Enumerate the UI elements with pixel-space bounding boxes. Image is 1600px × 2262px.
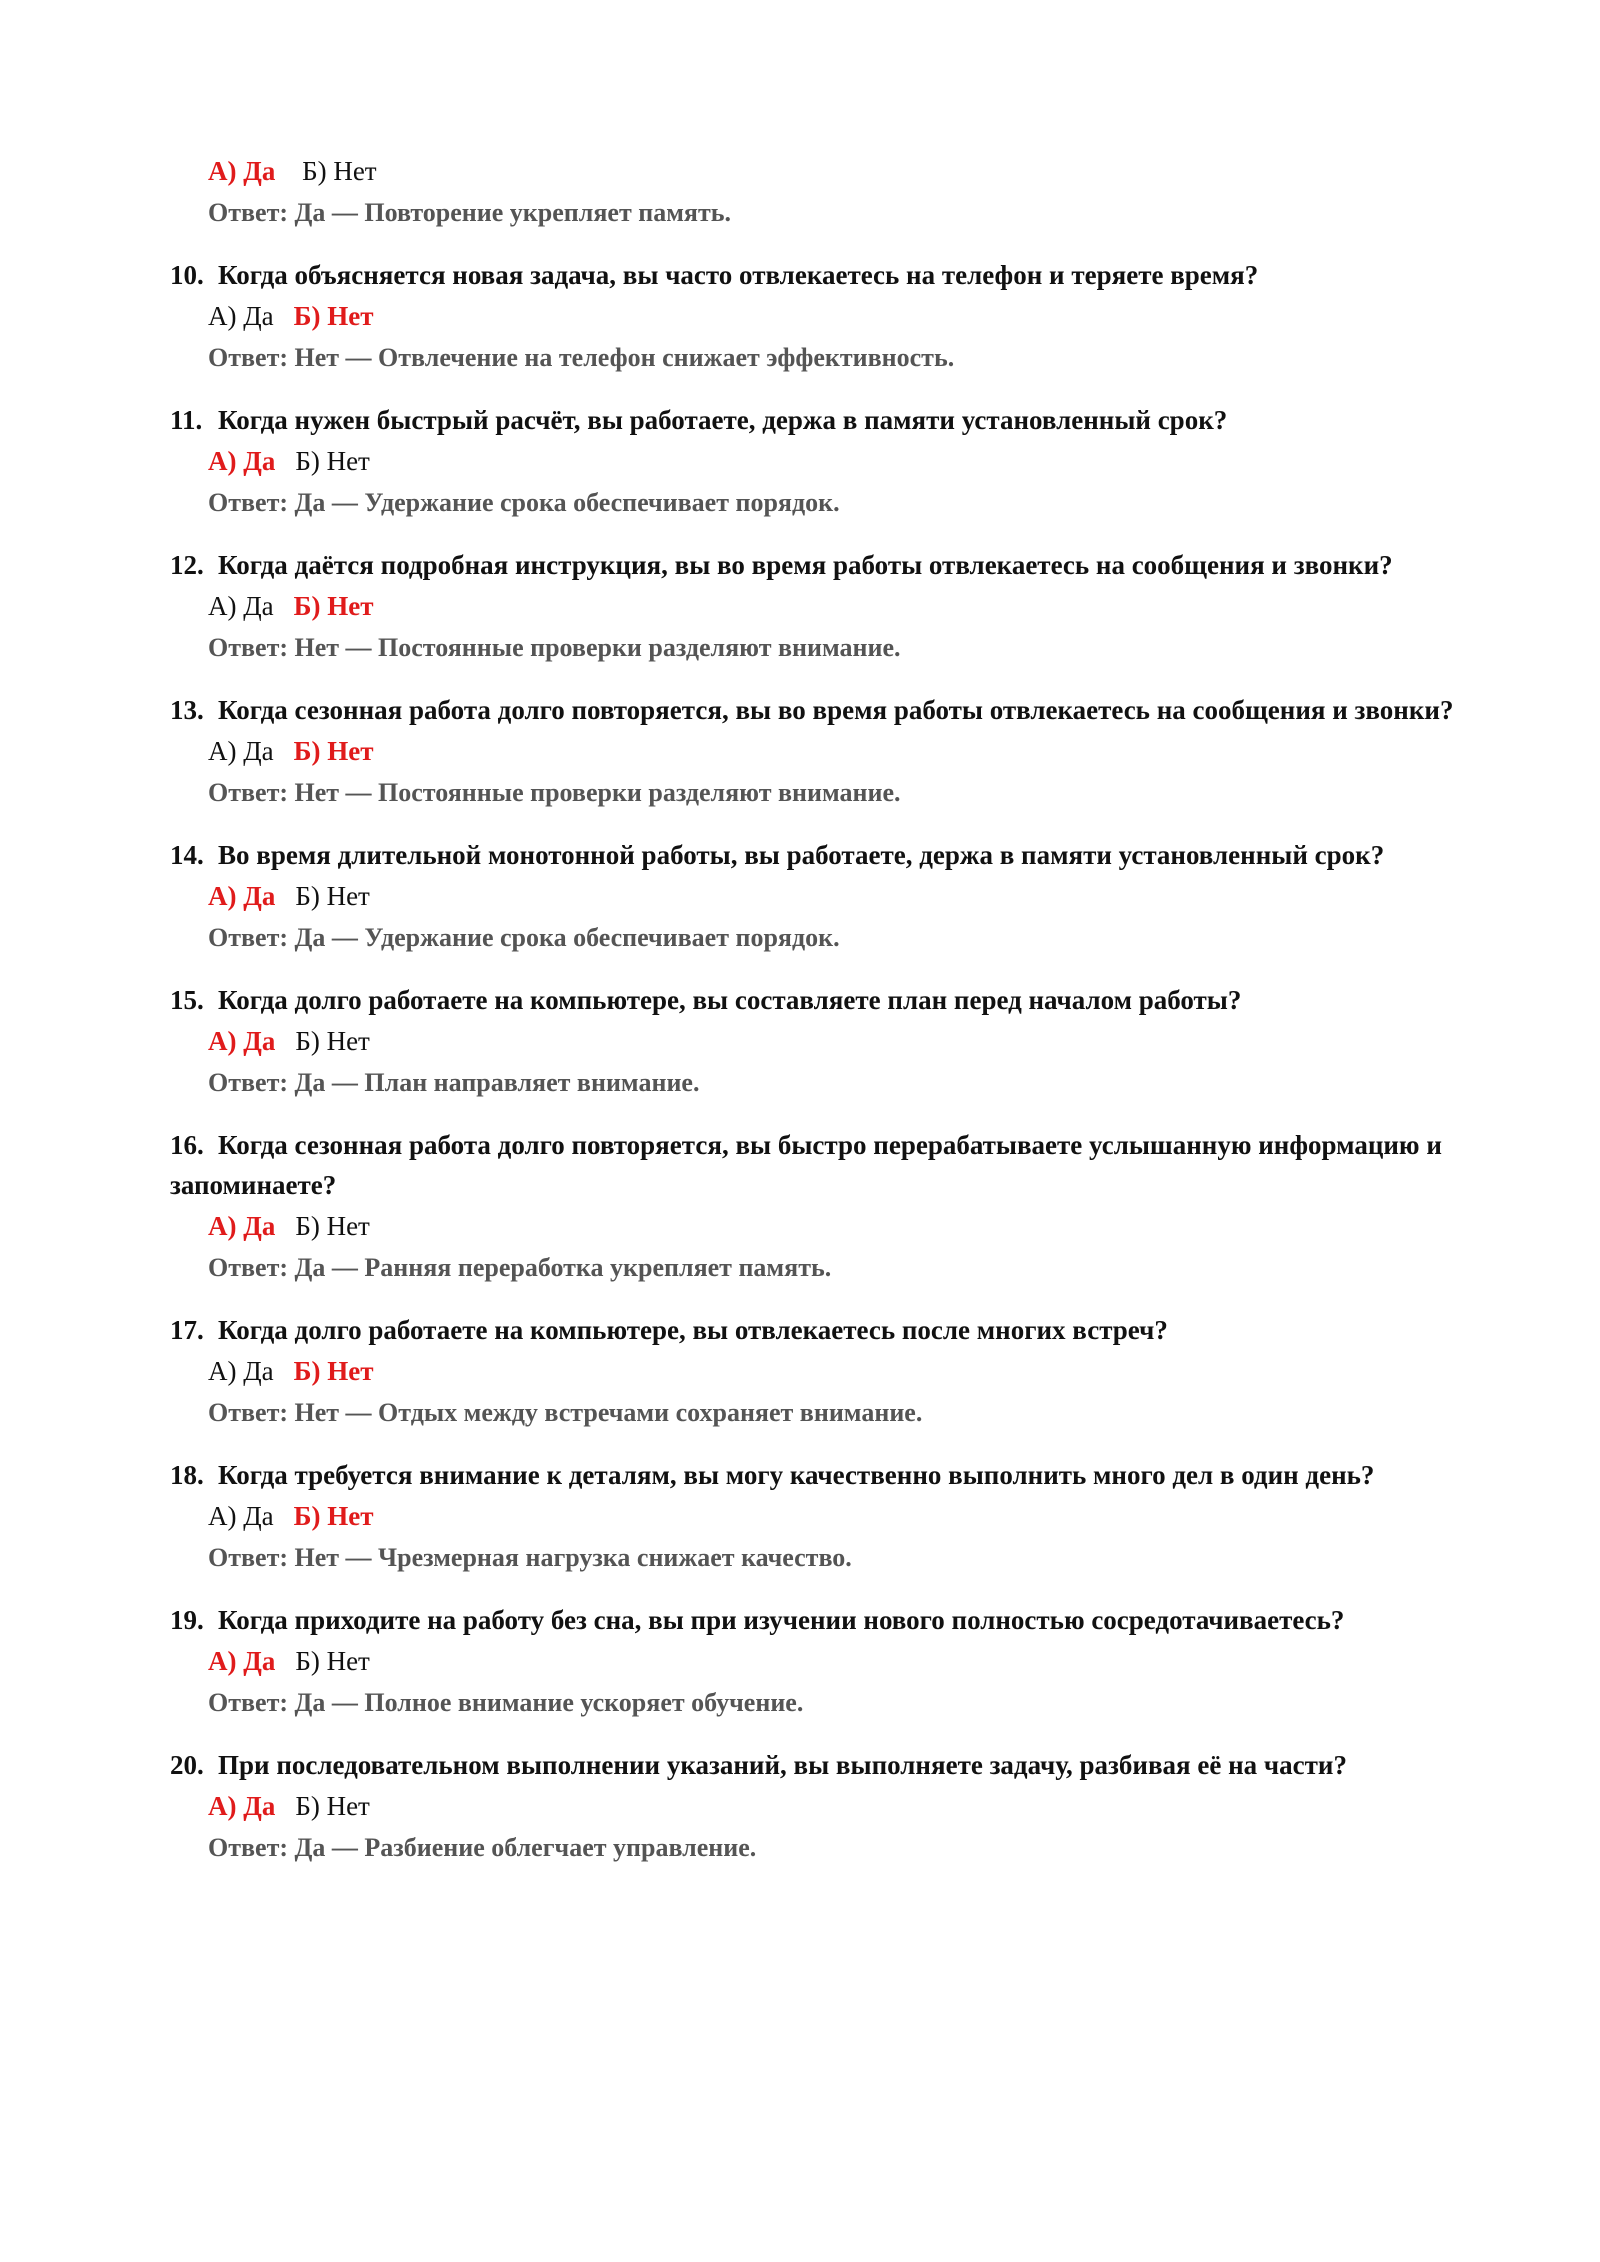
answer-explanation: Ответ: Да — Полное внимание ускоряет обучение. bbox=[208, 1688, 804, 1717]
option-a: А) Да bbox=[208, 736, 274, 766]
question-number: 15. bbox=[170, 985, 204, 1015]
question-text bbox=[170, 545, 1460, 585]
answer-options bbox=[208, 1205, 1460, 1247]
option-a: А) Да bbox=[208, 591, 274, 621]
question-body: При последовательном выполнении указаний, вы выполняете задачу, разбивая её на части? bbox=[218, 1750, 1347, 1780]
option-a: А) Да bbox=[208, 1646, 276, 1676]
answer-options bbox=[208, 440, 1460, 482]
question-item bbox=[170, 545, 1460, 669]
question-number: 17. bbox=[170, 1315, 204, 1345]
question-text bbox=[170, 690, 1460, 730]
question-body: Когда приходите на работу без сна, вы при изучении нового полностью сосредотачиваетесь? bbox=[218, 1605, 1345, 1635]
question-item bbox=[170, 1600, 1460, 1724]
question-number: 19. bbox=[170, 1605, 204, 1635]
question-item bbox=[170, 835, 1460, 959]
question-number: 10. bbox=[170, 260, 204, 290]
question-number: 20. bbox=[170, 1750, 204, 1780]
answer-options bbox=[208, 730, 1460, 772]
question-body: Когда сезонная работа долго повторяется, вы быстро перерабатываете услышанную информацию и запоминаете? bbox=[170, 1130, 1442, 1200]
answer-options bbox=[208, 875, 1460, 917]
question-number: 18. bbox=[170, 1460, 204, 1490]
option-b: Б) Нет bbox=[295, 1646, 370, 1676]
option-b: Б) Нет bbox=[295, 1211, 370, 1241]
answer-explanation: Ответ: Да — Повторение укрепляет память. bbox=[208, 198, 731, 227]
question-continued bbox=[170, 150, 1460, 234]
question-item bbox=[170, 980, 1460, 1104]
answer-explanation: Ответ: Нет — Чрезмерная нагрузка снижает качество. bbox=[208, 1543, 852, 1572]
question-body: Когда долго работаете на компьютере, вы отвлекаетесь после многих встреч? bbox=[218, 1315, 1168, 1345]
answer-options bbox=[208, 585, 1460, 627]
option-a: А) Да bbox=[208, 156, 276, 186]
question-number: 11. bbox=[170, 405, 203, 435]
question-number: 16. bbox=[170, 1130, 204, 1160]
option-a: А) Да bbox=[208, 1211, 276, 1241]
question-text bbox=[170, 1745, 1460, 1785]
question-text bbox=[170, 400, 1460, 440]
option-b: Б) Нет bbox=[293, 301, 374, 331]
answer-explanation: Ответ: Нет — Отдых между встречами сохраняет внимание. bbox=[208, 1398, 923, 1427]
question-text bbox=[170, 835, 1460, 875]
option-b: Б) Нет bbox=[295, 881, 370, 911]
answer-explanation: Ответ: Нет — Постоянные проверки разделяют внимание. bbox=[208, 633, 901, 662]
answer-explanation: Ответ: Нет — Постоянные проверки разделяют внимание. bbox=[208, 778, 901, 807]
option-a: А) Да bbox=[208, 1026, 276, 1056]
question-body: Когда сезонная работа долго повторяется, вы во время работы отвлекаетесь на сообщения и звонки? bbox=[218, 695, 1454, 725]
answer-options bbox=[208, 1350, 1460, 1392]
question-item bbox=[170, 1125, 1460, 1289]
question-body: Когда нужен быстрый расчёт, вы работаете, держа в памяти установленный срок? bbox=[218, 405, 1228, 435]
answer-options bbox=[208, 1640, 1460, 1682]
option-a: А) Да bbox=[208, 1791, 276, 1821]
answer-explanation: Ответ: Нет — Отвлечение на телефон снижает эффективность. bbox=[208, 343, 955, 372]
option-a: А) Да bbox=[208, 301, 274, 331]
option-b: Б) Нет bbox=[295, 446, 370, 476]
answer-explanation: Ответ: Да — Удержание срока обеспечивает порядок. bbox=[208, 488, 840, 517]
option-b: Б) Нет bbox=[293, 591, 374, 621]
question-list bbox=[170, 150, 1460, 1890]
question-number: 14. bbox=[170, 840, 204, 870]
question-text bbox=[170, 255, 1460, 295]
option-b: Б) Нет bbox=[293, 736, 374, 766]
answer-explanation: Ответ: Да — Разбиение облегчает управление. bbox=[208, 1833, 757, 1862]
question-body: Когда долго работаете на компьютере, вы составляете план перед началом работы? bbox=[218, 985, 1242, 1015]
option-b: Б) Нет bbox=[293, 1501, 374, 1531]
question-item bbox=[170, 1455, 1460, 1579]
answer-options bbox=[208, 1495, 1460, 1537]
option-b: Б) Нет bbox=[295, 1026, 370, 1056]
question-number: 13. bbox=[170, 695, 204, 725]
question-item bbox=[170, 400, 1460, 524]
answer-options bbox=[208, 150, 1460, 192]
question-text bbox=[170, 1455, 1460, 1495]
question-text bbox=[170, 1310, 1460, 1350]
option-a: А) Да bbox=[208, 446, 276, 476]
answer-options bbox=[208, 1785, 1460, 1827]
option-b: Б) Нет bbox=[302, 156, 377, 186]
question-text bbox=[170, 1600, 1460, 1640]
question-text bbox=[170, 980, 1460, 1020]
question-body: Во время длительной монотонной работы, вы работаете, держа в памяти установленный срок? bbox=[218, 840, 1385, 870]
option-a: А) Да bbox=[208, 1501, 274, 1531]
answer-options bbox=[208, 295, 1460, 337]
question-item bbox=[170, 1745, 1460, 1869]
answer-options bbox=[208, 1020, 1460, 1062]
question-number: 12. bbox=[170, 550, 204, 580]
question-item bbox=[170, 690, 1460, 814]
question-body: Когда объясняется новая задача, вы часто отвлекаетесь на телефон и теряете время? bbox=[218, 260, 1259, 290]
option-b: Б) Нет bbox=[293, 1356, 374, 1386]
option-a: А) Да bbox=[208, 881, 276, 911]
answer-explanation: Ответ: Да — Ранняя переработка укрепляет память. bbox=[208, 1253, 832, 1282]
question-body: Когда требуется внимание к деталям, вы могу качественно выполнить много дел в один день? bbox=[218, 1460, 1375, 1490]
question-body: Когда даётся подробная инструкция, вы во время работы отвлекаетесь на сообщения и звонки? bbox=[218, 550, 1393, 580]
question-text bbox=[170, 1125, 1460, 1205]
answer-explanation: Ответ: Да — План направляет внимание. bbox=[208, 1068, 700, 1097]
question-item bbox=[170, 1310, 1460, 1434]
option-b: Б) Нет bbox=[295, 1791, 370, 1821]
question-item bbox=[170, 255, 1460, 379]
option-a: А) Да bbox=[208, 1356, 274, 1386]
answer-explanation: Ответ: Да — Удержание срока обеспечивает порядок. bbox=[208, 923, 840, 952]
